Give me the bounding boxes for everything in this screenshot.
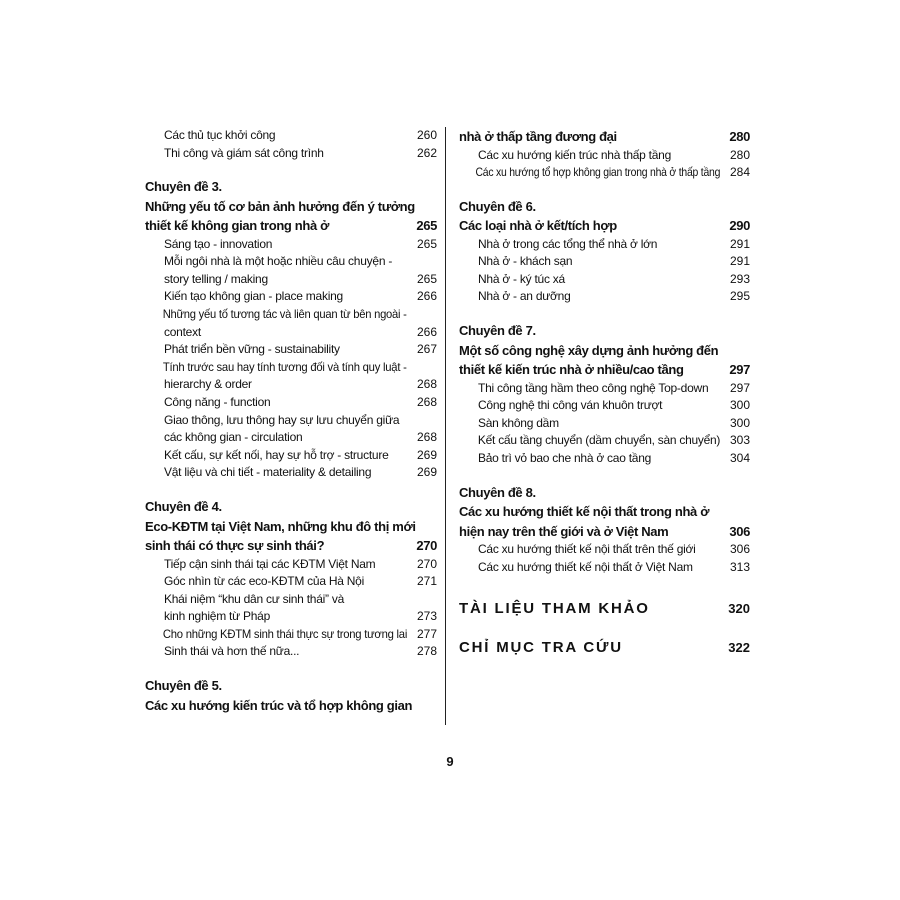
chapter-title-line <box>459 360 750 380</box>
entry-page: 266 <box>416 324 437 339</box>
entry-title: Sàn không dầm <box>478 415 559 430</box>
entry-page: 267 <box>416 342 437 357</box>
entry-page: 300 <box>729 415 750 430</box>
chapter-title-line: Một số công nghệ xây dựng ảnh hưởng đến <box>459 342 719 358</box>
chapter-page: 290 <box>729 218 750 234</box>
entry-page: 266 <box>416 289 437 304</box>
entry-page: 271 <box>416 574 437 589</box>
entry-title: Tính trước sau hay tính tương đối và tính quy luật - <box>162 359 407 374</box>
entry-title: Kiến tạo không gian - place making <box>164 289 343 304</box>
chapter-page: 306 <box>729 523 750 539</box>
chapter-label: Chuyên đề 8. <box>459 484 536 500</box>
back-matter-page: 322 <box>728 640 750 656</box>
chapter-page: 270 <box>416 538 437 553</box>
entry-page: 300 <box>729 398 750 413</box>
entry-title: các không gian - circulation <box>164 430 303 445</box>
entry-title: Kết cấu, sự kết nối, hay sự hỗ trợ - structure <box>164 447 389 462</box>
entry-page: 291 <box>729 254 750 269</box>
chapter-title-line <box>459 216 750 236</box>
chapter-label: Chuyên đề 5. <box>145 678 222 694</box>
entry-title: Mỗi ngôi nhà là một hoặc nhiều câu chuyện - <box>164 254 393 269</box>
back-matter-entry <box>459 600 750 617</box>
entry-title: Sáng tạo - innovation <box>164 236 273 251</box>
entry-page: 273 <box>416 609 437 624</box>
entry-title: Các xu hướng tổ hợp không gian trong nhà ở thấp tầng <box>475 165 721 180</box>
toc-entry <box>459 380 750 398</box>
toc-entry <box>145 429 437 447</box>
toc-entry <box>145 306 437 324</box>
entry-title: Giao thông, lưu thông hay sự lưu chuyển giữa <box>164 412 400 427</box>
toc-entry <box>145 271 437 289</box>
back-matter-page: 320 <box>728 601 750 617</box>
entry-page: 269 <box>416 465 437 480</box>
entry-page: 313 <box>729 559 750 574</box>
entry-page: 304 <box>729 450 750 465</box>
toc-entry <box>145 556 437 574</box>
toc-entry <box>459 432 750 450</box>
entry-page: 277 <box>416 626 437 641</box>
spacer <box>459 617 750 639</box>
entry-page: 265 <box>416 236 437 251</box>
chapter-title-text: sinh thái có thực sự sinh thái? <box>145 538 325 553</box>
toc-entry <box>145 608 437 626</box>
toc-entry <box>459 164 750 182</box>
chapter-title-line: Eco-KĐTM tại Việt Nam, những khu đô thị mới <box>145 518 416 534</box>
entry-title: Các thủ tục khởi công <box>164 128 276 142</box>
entry-title: Các xu hướng thiết kế nội thất trên thế giới <box>478 542 696 557</box>
toc-entry <box>145 573 437 591</box>
entry-page: 268 <box>416 395 437 410</box>
toc-entry <box>145 127 437 145</box>
entry-page: 262 <box>416 145 437 160</box>
toc-entry <box>459 450 750 468</box>
entry-page: 295 <box>729 289 750 304</box>
entry-title: Thi công tầng hầm theo công nghệ Top-down <box>478 380 709 395</box>
chapter-title-text: thiết kế không gian trong nhà ở <box>145 218 330 234</box>
chapter-title-line: Các xu hướng thiết kế nội thất trong nhà ở <box>459 504 710 520</box>
toc-entry <box>145 359 437 377</box>
entry-title: Công nghệ thi công ván khuôn trượt <box>478 398 663 413</box>
back-matter-entry <box>459 639 750 656</box>
spacer <box>145 482 437 497</box>
chapter-title-line: Các xu hướng kiến trúc và tổ hợp không gian <box>145 697 413 713</box>
entry-title: context <box>164 324 201 339</box>
entry-title: Các xu hướng kiến trúc nhà thấp tầng <box>478 147 672 162</box>
page-number: 9 <box>446 754 454 769</box>
toc-entry <box>145 324 437 342</box>
chapter-title-line: Những yếu tố cơ bản ảnh hưởng đến ý tưởng <box>145 198 415 214</box>
entry-page: 268 <box>416 430 437 445</box>
entry-page: 260 <box>416 128 437 142</box>
entry-page: 303 <box>729 433 750 448</box>
toc-entry <box>145 288 437 306</box>
chapter-title-text: thiết kế kiến trúc nhà ở nhiều/cao tầng <box>459 362 684 378</box>
chapter-title-line <box>145 216 437 236</box>
toc-entry <box>459 271 750 289</box>
chapter-label: Chuyên đề 4. <box>145 499 222 514</box>
chapter-title-text: Các loại nhà ở kết/tích hợp <box>459 218 617 234</box>
entry-title: Công năng - function <box>164 395 271 410</box>
entry-title: Cho những KĐTM sinh thái thực sự trong tương lai <box>162 626 408 641</box>
entry-title: story telling / making <box>164 271 268 286</box>
column-divider <box>445 127 446 725</box>
chapter-title-line <box>459 127 750 147</box>
entry-title: Phát triển bền vững - sustainability <box>164 342 340 357</box>
entry-page: 284 <box>729 165 750 180</box>
toc-entry <box>145 412 437 430</box>
entry-page: 280 <box>729 147 750 162</box>
entry-title: Các xu hướng thiết kế nội thất ở Việt Nam <box>478 559 693 574</box>
toc-entry <box>145 643 437 661</box>
entry-title: Khái niệm “khu dân cư sinh thái” và <box>164 591 345 606</box>
chapter-label: Chuyên đề 6. <box>459 198 536 214</box>
entry-title: Nhà ở - khách sạn <box>478 254 573 269</box>
entry-title: Bảo trì vỏ bao che nhà ở cao tầng <box>478 450 652 465</box>
entry-title: Thi công và giám sát công trình <box>164 145 324 160</box>
toc-entry <box>145 376 437 394</box>
toc-right-column <box>459 127 750 656</box>
toc-entry <box>145 341 437 359</box>
entry-page: 270 <box>416 556 437 571</box>
entry-title: Vật liệu và chi tiết - materiality & detailing <box>164 465 372 480</box>
back-matter-title: CHỈ MỤC TRA CỨU <box>459 639 623 657</box>
spacer <box>459 576 750 600</box>
entry-title: kinh nghiệm từ Pháp <box>164 609 271 624</box>
toc-entry <box>145 591 437 609</box>
toc-entry <box>145 145 437 163</box>
entry-title: Nhà ở trong các tổng thể nhà ở lớn <box>478 236 658 251</box>
toc-entry <box>459 559 750 577</box>
entry-title: Nhà ở - ký túc xá <box>478 271 565 286</box>
toc-entry <box>459 253 750 271</box>
entry-page: 265 <box>416 271 437 286</box>
entry-title: Tiếp cận sinh thái tại các KĐTM Việt Nam <box>164 556 376 571</box>
toc-entry <box>459 397 750 415</box>
toc-entry <box>145 236 437 254</box>
toc-entry <box>145 447 437 465</box>
entry-page: 268 <box>416 377 437 392</box>
entry-title: Góc nhìn từ các eco-KĐTM của Hà Nội <box>164 574 365 589</box>
entry-page: 269 <box>416 447 437 462</box>
toc-entry <box>459 415 750 433</box>
chapter-title-line <box>145 536 437 556</box>
chapter-title-text: nhà ở thấp tầng đương đại <box>459 129 617 144</box>
entry-title: Nhà ở - an dưỡng <box>478 289 571 304</box>
toc-entry <box>145 626 437 644</box>
chapter-title-text: hiện nay trên thế giới và ở Việt Nam <box>459 523 669 539</box>
toc-entry <box>145 464 437 482</box>
entry-page: 293 <box>729 271 750 286</box>
entry-page: 291 <box>729 236 750 251</box>
entry-title: Sinh thái và hơn thế nữa... <box>164 644 300 659</box>
spacer <box>459 306 750 321</box>
entry-page: 306 <box>729 542 750 557</box>
back-matter-title: TÀI LIỆU THAM KHẢO <box>459 600 650 618</box>
toc-left-column <box>145 127 437 715</box>
spacer <box>145 661 437 676</box>
entry-page: 278 <box>416 644 437 659</box>
entry-title: Kết cấu tầng chuyển (dầm chuyển, sàn chuyển) <box>477 433 721 448</box>
toc-entry <box>145 253 437 271</box>
toc-entry <box>459 236 750 254</box>
chapter-label: Chuyên đề 7. <box>459 323 536 339</box>
entry-title: Những yếu tố tương tác và liên quan từ bên ngoài - <box>162 307 407 322</box>
spacer <box>459 468 750 483</box>
entry-page: 297 <box>729 380 750 395</box>
toc-entry <box>459 147 750 165</box>
entry-title: hierarchy & order <box>164 377 252 392</box>
toc-entry <box>459 541 750 559</box>
spacer <box>459 182 750 197</box>
spacer <box>145 162 437 177</box>
toc-entry <box>459 288 750 306</box>
toc-entry <box>145 394 437 412</box>
chapter-page: 297 <box>729 362 750 378</box>
chapter-title-line <box>459 522 750 542</box>
chapter-page: 265 <box>416 218 437 234</box>
chapter-label: Chuyên đề 3. <box>145 179 222 195</box>
chapter-page: 280 <box>729 129 750 144</box>
